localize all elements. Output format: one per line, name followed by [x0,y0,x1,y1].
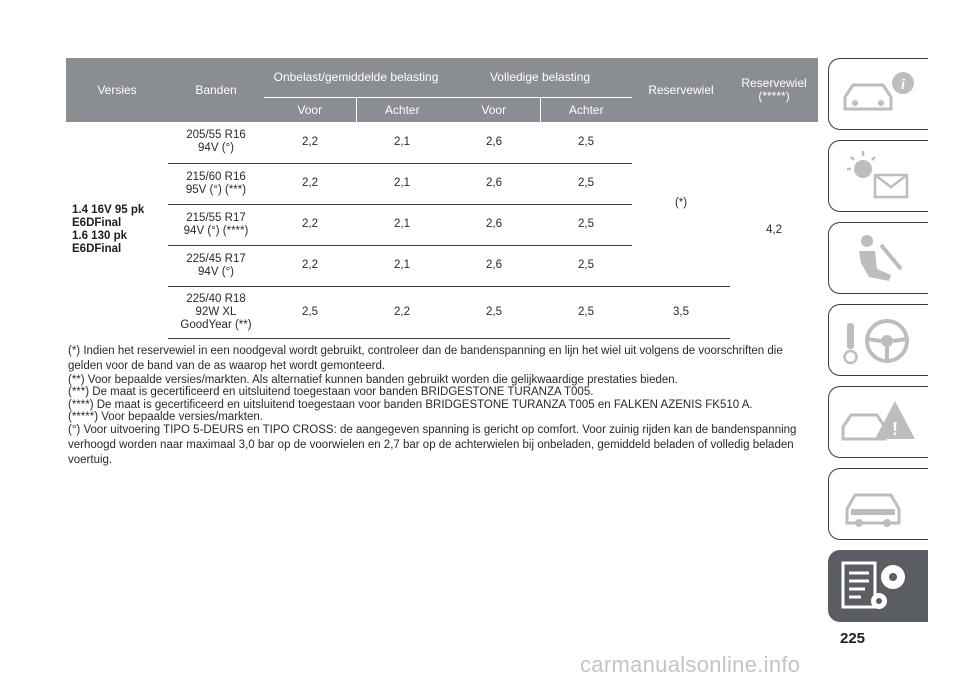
header-full-rear: Achter [540,98,632,123]
tire-size: 215/55 R17 94V (°) (****) [168,204,264,245]
table-row [66,122,818,163]
unladen-front-value: 2,2 [264,122,356,163]
full-rear-value: 2,5 [540,204,632,245]
tab-starting-driving[interactable] [828,304,928,376]
tire-size: 205/55 R16 94V (°) [168,122,264,163]
tab-technical-data[interactable] [828,550,928,622]
footnote: (°) Voor uitvoering TIPO 5-DEURS en TIPO CROSS: de aangegeven spanning is gericht op comfort. Voor zuinig rijden kan de bandenspanning verhoogd worden naar maximaal 3,0 bar op de voorwielen en 2,7 bar op de achterwielen bij onbeladen, gemiddeld beladen of volledig beladen voertuig. [68,424,797,467]
header-unladen-front: Voor [264,98,356,123]
svg-text:i: i [900,77,906,93]
unladen-front-value: 2,2 [302,259,318,271]
tire-pressure-table [66,58,818,339]
unladen-front-value: 2,2 [264,163,356,204]
unladen-front-value: 2,5 [264,286,356,338]
table-row [66,286,818,338]
tire-size: 225/45 R17 94V (°) [186,252,246,278]
warning-lights-icon [837,147,923,207]
unladen-rear-value: 2,1 [356,204,448,245]
footnotes [68,344,820,468]
header-full-front: Voor [448,98,540,123]
unladen-rear-value: 2,2 [356,286,448,338]
tab-maintenance[interactable] [828,468,928,540]
footnote: (**) Voor bepaalde versies/markten. Als alternatief kunnen banden gebruikt worden die gelijkwaardige prestaties bieden. [68,374,678,386]
footnote: (*****) Voor bepaalde versies/markten. [68,410,263,423]
tab-emergency[interactable] [828,386,928,458]
unladen-rear-value: 2,1 [356,122,448,163]
spare-value-merged: (*) [674,197,688,210]
engine-versions: 1.4 16V 95 pk E6DFinal 1.6 130 pk E6DFinal [72,204,145,255]
technical-data-icon [837,557,923,617]
header-spare: Reservewiel [632,58,730,122]
tab-car-info[interactable] [828,58,928,130]
unladen-rear-value: 2,1 [356,163,448,204]
full-front-value: 2,6 [448,204,540,245]
tab-safety[interactable] [828,222,928,294]
header-spare-2: Reservewiel (*****) [730,58,818,122]
watermark: carmanualsonline.info [580,652,801,677]
full-rear-value: 2,5 [540,163,632,204]
svg-text:!: ! [892,419,898,439]
header-full-load: Volledige belasting [448,58,632,98]
header-versions: Versies [66,58,168,122]
header-unladen-rear: Achter [356,98,448,123]
full-front-value: 2,6 [448,122,540,163]
full-rear-value: 2,5 [578,259,594,271]
unladen-front-value: 2,2 [264,204,356,245]
unladen-rear-value: 2,1 [394,259,410,271]
full-rear-value: 2,5 [540,122,632,163]
tire-size: 215/60 R16 95V (°) (***) [168,163,264,204]
full-front-value: 2,5 [448,286,540,338]
tire-size: 225/40 R18 92W XL GoodYear (**) [168,286,264,338]
full-rear-value: 2,5 [540,286,632,338]
page-number: 225 [840,630,866,647]
full-front-value: 2,6 [486,259,502,271]
footnote: (****) De maat is gecertificeerd en uitsluitend toegestaan voor banden BRIDGESTONE TURANZA T005 en FALKEN AZENIS FK510 A. [68,398,753,411]
car-maintenance-icon [837,475,923,535]
footnote: (*) Indien het reservewiel in een noodgeval wordt gebruikt, controleer dan de bandenspanning en lijn het wiel uit volgens de voorschriften die gelden voor de band van de as waarop het wordt gemonteerd. [68,345,783,372]
spare-value-last: 3,5 [632,286,730,338]
steering-wheel-key-icon [837,311,923,371]
header-unladen: Onbelast/gemiddelde belasting [264,58,448,98]
car-info-icon [837,65,923,125]
spare-2-value: 4,2 [766,223,783,236]
seat-airbag-icon [837,229,923,289]
full-front-value: 2,6 [448,163,540,204]
car-emergency-icon [837,393,923,453]
tab-warning-lights[interactable] [828,140,928,212]
header-tires: Banden [168,58,264,122]
footnote: (***) De maat is gecertificeerd en uitsluitend toegestaan voor banden BRIDGESTONE TURANZA T005. [68,386,594,399]
